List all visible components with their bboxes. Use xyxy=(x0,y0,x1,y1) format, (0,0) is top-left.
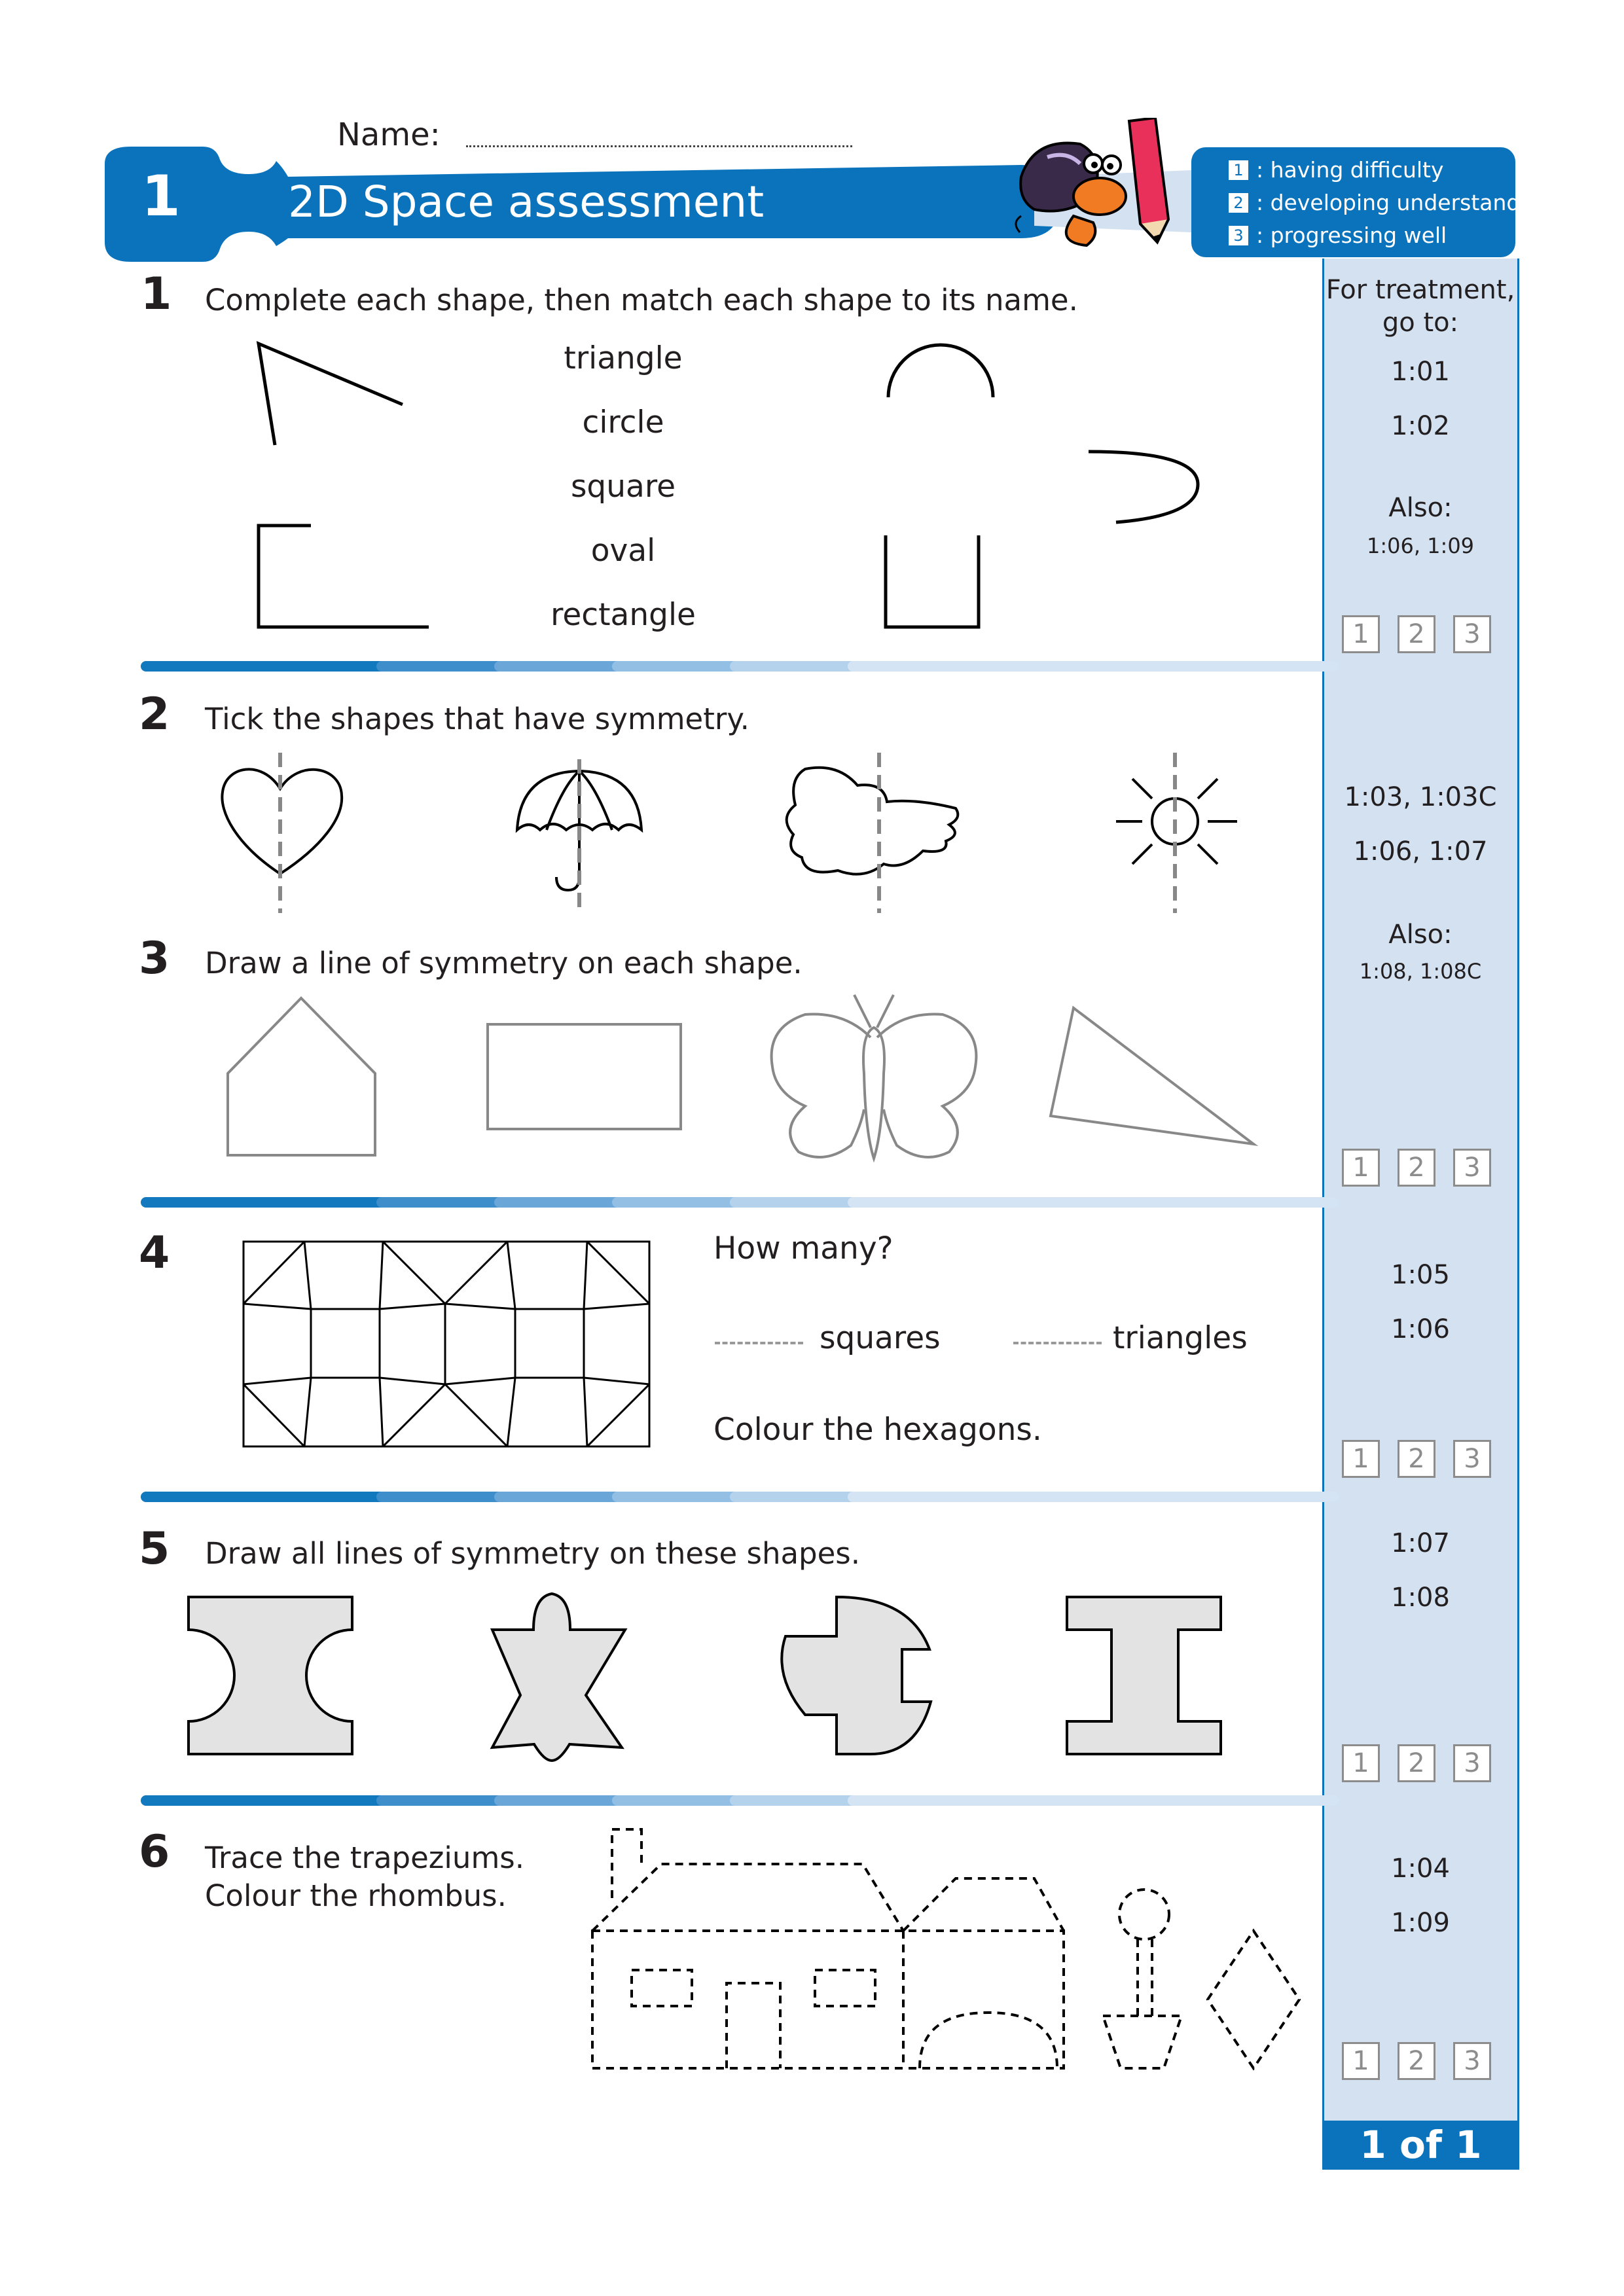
treatment-ref: 1:06 xyxy=(1391,1314,1450,1344)
side-roof-trapezium xyxy=(903,1878,1064,1931)
treatment-ref: 1:04 xyxy=(1391,1854,1450,1884)
rating-2[interactable]: 2 xyxy=(1398,1440,1435,1478)
shape-name-square[interactable]: square xyxy=(570,469,676,505)
flower-pot-trapezium xyxy=(1103,2016,1182,2068)
rating-1[interactable]: 1 xyxy=(1342,2042,1380,2080)
flower-stem xyxy=(1138,1939,1152,2016)
shape-name-oval[interactable]: oval xyxy=(590,533,656,569)
also-refs: 1:06, 1:09 xyxy=(1366,533,1475,558)
question-number: 5 xyxy=(139,1523,170,1575)
treatment-ref: 1:05 xyxy=(1391,1260,1450,1290)
question-text: Draw all lines of symmetry on these shapes. xyxy=(205,1536,861,1571)
arch-window xyxy=(920,2013,1057,2068)
treatment-heading: For treatment, go to: xyxy=(1326,275,1515,338)
rating-2[interactable]: 2 xyxy=(1398,615,1435,653)
rating-1[interactable]: 1 xyxy=(1342,1149,1380,1187)
rating-2[interactable]: 2 xyxy=(1398,1149,1435,1187)
legend-text: : having difficulty xyxy=(1256,157,1444,183)
shape-name-rectangle[interactable]: rectangle xyxy=(550,597,696,633)
question-text-line1: Trace the trapeziums. xyxy=(205,1840,525,1875)
rating-3[interactable]: 3 xyxy=(1453,2042,1491,2080)
rating-boxes-q1 xyxy=(1342,615,1491,653)
treatment-ref: 1:02 xyxy=(1391,411,1450,441)
window-right xyxy=(815,1970,875,2006)
shape-name-circle[interactable]: circle xyxy=(582,404,664,440)
door xyxy=(727,1983,780,2068)
window-left xyxy=(632,1970,692,2006)
rating-1[interactable]: 1 xyxy=(1342,1744,1380,1782)
unit-number: 1 xyxy=(141,164,181,229)
main-roof-trapezium xyxy=(592,1864,903,1931)
rating-boxes-q2-3 xyxy=(1342,1149,1491,1187)
also-label: Also: xyxy=(1388,920,1453,950)
question-number: 4 xyxy=(139,1227,170,1279)
house-body xyxy=(592,1931,1064,2068)
colour-hexagons-instruction: Colour the hexagons. xyxy=(713,1412,1042,1448)
treatment-ref: 1:06, 1:07 xyxy=(1353,836,1488,867)
also-refs: 1:08, 1:08C xyxy=(1359,959,1482,984)
treatment-ref: 1:01 xyxy=(1391,357,1450,387)
treatment-ref: 1:07 xyxy=(1391,1528,1450,1558)
question-number: 6 xyxy=(139,1826,170,1878)
legend-text: : progressing well xyxy=(1256,223,1447,248)
name-label: Name: xyxy=(337,117,441,153)
shape-name-triangle[interactable]: triangle xyxy=(564,340,683,376)
squares-label: squares xyxy=(820,1320,941,1356)
legend-num: 2 xyxy=(1229,193,1248,213)
rhombus xyxy=(1208,1931,1299,2068)
treatment-ref: 1:08 xyxy=(1391,1583,1450,1613)
question-text-line2: Colour the rhombus. xyxy=(205,1878,507,1913)
rating-2[interactable]: 2 xyxy=(1398,2042,1435,2080)
legend-num: 1 xyxy=(1229,160,1248,180)
question-number: 2 xyxy=(139,689,170,740)
also-label: Also: xyxy=(1388,493,1453,523)
rating-3[interactable]: 3 xyxy=(1453,1440,1491,1478)
question-number: 1 xyxy=(141,268,172,320)
rating-boxes-q6 xyxy=(1342,2042,1491,2080)
question-text: Draw a line of symmetry on each shape. xyxy=(205,946,803,980)
rating-3[interactable]: 3 xyxy=(1453,1149,1491,1187)
legend-num: 3 xyxy=(1229,226,1248,245)
rating-3[interactable]: 3 xyxy=(1453,615,1491,653)
flower-head xyxy=(1119,1890,1169,1939)
page-title: 2D Space assessment xyxy=(288,177,765,227)
rating-3[interactable]: 3 xyxy=(1453,1744,1491,1782)
page-number: 1 of 1 xyxy=(1322,2121,1519,2170)
rating-2[interactable]: 2 xyxy=(1398,1744,1435,1782)
question-text: Complete each shape, then match each shape to its name. xyxy=(205,283,1078,317)
rating-boxes-q5 xyxy=(1342,1744,1491,1782)
legend-text: : developing understanding xyxy=(1256,190,1554,215)
question-number: 3 xyxy=(139,933,170,984)
rating-boxes-q4 xyxy=(1342,1440,1491,1478)
treatment-ref: 1:03, 1:03C xyxy=(1344,782,1497,812)
rating-1[interactable]: 1 xyxy=(1342,1440,1380,1478)
treatment-ref: 1:09 xyxy=(1391,1908,1450,1938)
rating-1[interactable]: 1 xyxy=(1342,615,1380,653)
triangles-label: triangles xyxy=(1113,1320,1248,1356)
question-text: Tick the shapes that have symmetry. xyxy=(205,702,749,736)
how-many-label: How many? xyxy=(713,1230,893,1266)
